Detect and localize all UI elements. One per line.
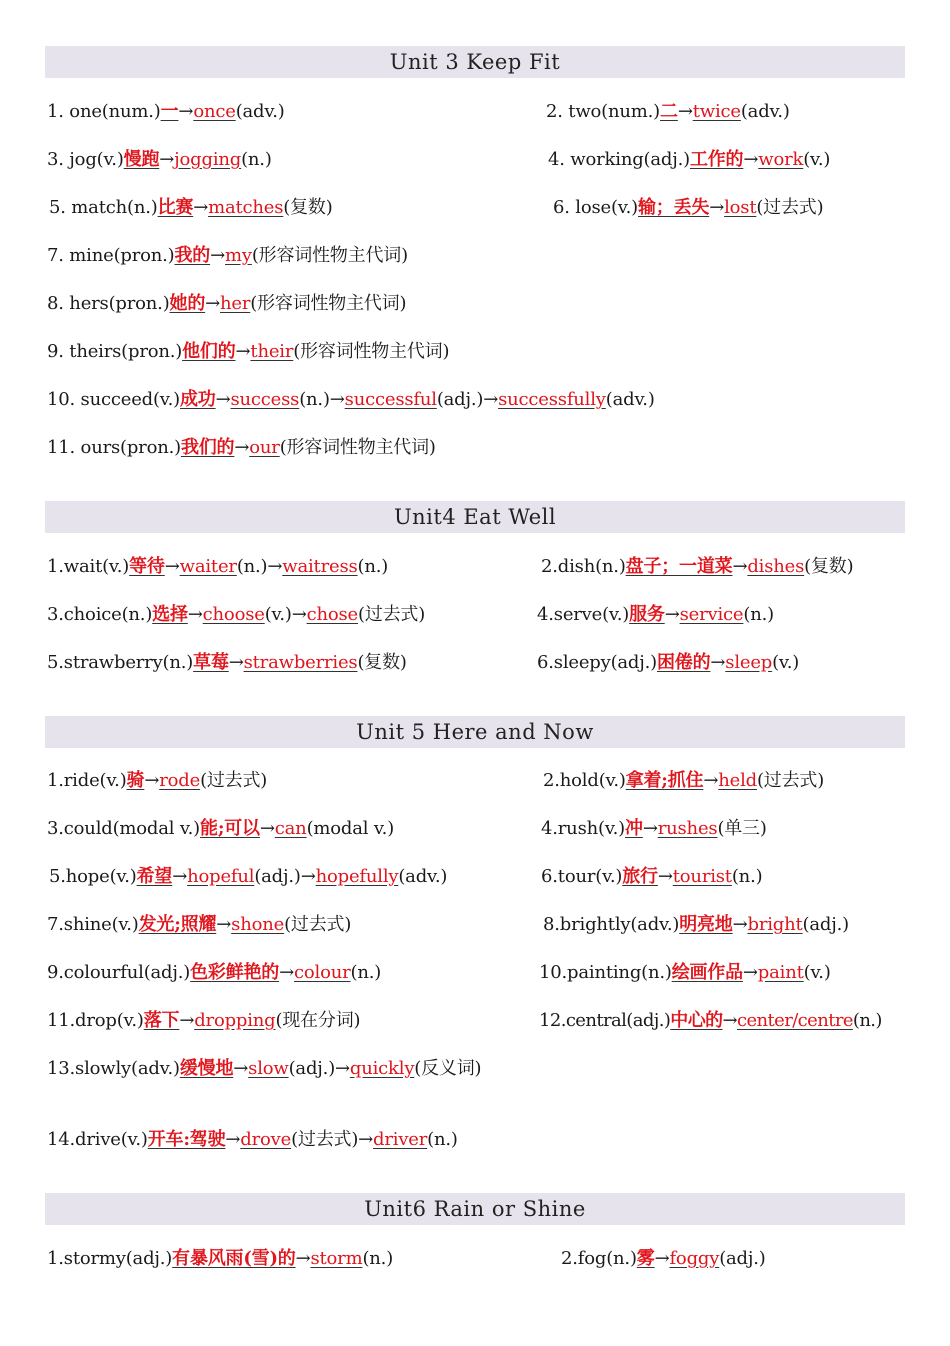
item-word: succeed(v.) — [75, 389, 180, 410]
item-connector: (n.) — [362, 1248, 394, 1269]
item-number: 14. — [47, 1129, 76, 1150]
vocab-item — [543, 767, 824, 795]
vocab-item — [539, 959, 831, 987]
item-answer: 草莓 — [193, 652, 229, 673]
item-number: 8. — [47, 293, 64, 314]
item-answer: 明亮地 — [679, 914, 733, 935]
item-answer: successful — [344, 389, 437, 410]
item-number: 2. — [541, 556, 558, 577]
item-connector: (v.) — [803, 149, 831, 170]
item-connector: (n.) — [350, 962, 382, 983]
vocab-item — [47, 553, 388, 581]
item-answer: foggy — [669, 1248, 720, 1269]
item-connector: → — [743, 149, 759, 170]
item-connector: (adj.) — [719, 1248, 766, 1269]
vocab-item — [541, 553, 853, 581]
item-connector: (adj.)→ — [288, 1058, 350, 1079]
item-connector: → — [193, 197, 209, 218]
vocab-item — [537, 601, 774, 629]
item-connector: (n.) — [427, 1129, 458, 1150]
item-answer: 他们的 — [182, 341, 236, 362]
item-connector: (modal v.) — [306, 818, 395, 839]
item-word: jog(v.) — [63, 149, 124, 170]
item-connector: (形容词性物主代词) — [293, 341, 450, 362]
vocab-item — [47, 242, 408, 270]
item-connector: (n.) — [357, 556, 389, 577]
item-word: match(n.) — [65, 197, 158, 218]
item-connector: (n.)→ — [236, 556, 283, 577]
item-word: one(num.) — [63, 101, 161, 122]
item-answer: our — [249, 437, 280, 458]
item-word: central(adj.) — [565, 1010, 671, 1031]
vocab-item — [561, 1245, 766, 1273]
item-connector: (adj.)→ — [254, 866, 316, 887]
item-number: 9. — [47, 962, 64, 983]
vocab-row — [0, 649, 950, 679]
item-word: tour(v.) — [557, 866, 623, 887]
item-word: slowly(adv.) — [75, 1058, 180, 1079]
item-answer: slow — [248, 1058, 289, 1079]
item-connector: (adv.) — [398, 866, 448, 887]
item-answer: service — [679, 604, 744, 625]
vocab-item — [47, 1126, 458, 1154]
vocab-row — [0, 1055, 950, 1085]
item-connector: (v.)→ — [264, 604, 307, 625]
item-connector: → — [172, 866, 188, 887]
item-number: 5. — [49, 866, 66, 887]
item-answer: waitress — [282, 556, 358, 577]
item-number: 6. — [537, 652, 554, 673]
item-answer: 盘子；一道菜 — [625, 556, 733, 577]
vocab-row — [0, 1245, 950, 1275]
vocab-item — [47, 601, 425, 629]
vocab-row — [0, 242, 950, 272]
item-number: 8. — [543, 914, 560, 935]
vocab-item — [546, 98, 790, 126]
vocab-item — [47, 338, 449, 366]
item-connector: → — [654, 1248, 670, 1269]
item-connector: → — [235, 341, 251, 362]
item-connector: (adj.)→ — [436, 389, 499, 410]
item-answer: 希望 — [136, 866, 173, 887]
item-answer: 二 — [660, 101, 678, 122]
item-answer: 开车:驾驶 — [147, 1129, 226, 1150]
vocab-row — [0, 290, 950, 320]
item-connector: → — [205, 293, 221, 314]
item-answer: storm — [310, 1248, 363, 1269]
item-connector: (复数) — [357, 652, 407, 673]
item-number: 4. — [537, 604, 554, 625]
item-connector: → — [178, 101, 194, 122]
item-connector: → — [225, 1129, 241, 1150]
item-word: shine(v.) — [63, 914, 139, 935]
vocab-item — [47, 1245, 393, 1273]
item-answer: her — [220, 293, 251, 314]
vocab-item — [543, 911, 849, 939]
item-connector: (复数) — [804, 556, 854, 577]
item-number: 1. — [47, 770, 64, 791]
item-connector: (反义词) — [414, 1058, 482, 1079]
item-answer: 有暴风雨(雪)的 — [172, 1248, 296, 1269]
item-word: strawberry(n.) — [63, 652, 194, 673]
vocab-item — [49, 863, 447, 891]
vocab-item — [548, 146, 830, 174]
item-word: rush(v.) — [557, 818, 626, 839]
item-connector: → — [144, 770, 160, 791]
vocab-item — [47, 1055, 481, 1083]
item-answer: paint — [757, 962, 804, 983]
item-answer: colour — [294, 962, 351, 983]
vocab-item — [541, 863, 762, 891]
vocab-item — [47, 1007, 360, 1035]
item-number: 4. — [548, 149, 565, 170]
item-answer: hopeful — [187, 866, 255, 887]
item-connector: (v.) — [803, 962, 831, 983]
vocab-item — [47, 649, 407, 677]
vocab-row — [0, 146, 950, 176]
item-answer: lost — [724, 197, 757, 218]
item-connector: → — [295, 1248, 311, 1269]
item-answer: twice — [692, 101, 741, 122]
item-answer: 她的 — [169, 293, 206, 314]
item-connector: → — [164, 556, 180, 577]
item-word: wait(v.) — [63, 556, 130, 577]
item-answer: center/centre — [736, 1010, 853, 1031]
item-number: 6. — [553, 197, 570, 218]
item-word: working(adj.) — [564, 149, 690, 170]
item-answer: hopefully — [315, 866, 399, 887]
vocab-row — [0, 1007, 950, 1037]
item-connector: (形容词性物主代词) — [250, 293, 407, 314]
vocab-row — [0, 553, 950, 583]
vocab-item — [47, 434, 436, 462]
item-number: 7. — [47, 914, 64, 935]
vocab-row — [0, 1126, 950, 1156]
item-number: 5. — [49, 197, 66, 218]
vocab-item — [47, 98, 285, 126]
item-word: fog(n.) — [577, 1248, 637, 1269]
vocab-item — [537, 649, 799, 677]
item-connector: (n.) — [731, 866, 763, 887]
item-answer: 我们的 — [180, 437, 235, 458]
item-word: painting(n.) — [567, 962, 672, 983]
item-connector: → — [233, 1058, 249, 1079]
item-number: 13. — [47, 1058, 76, 1079]
item-connector: → — [279, 962, 294, 983]
item-answer: 落下 — [143, 1010, 180, 1031]
item-number: 10. — [539, 962, 568, 983]
item-word: theirs(pron.) — [63, 341, 183, 362]
item-word: choice(n.) — [63, 604, 153, 625]
item-answer: 成功 — [179, 389, 216, 410]
item-answer: 色彩鲜艳的 — [190, 962, 280, 983]
vocab-row — [0, 386, 950, 416]
item-connector: (过去式) — [358, 604, 426, 625]
item-answer: 输；丢失 — [638, 197, 710, 218]
item-answer: strawberries — [243, 652, 358, 673]
item-number: 10. — [47, 389, 76, 410]
item-connector: (形容词性物主代词) — [251, 245, 408, 266]
item-connector: → — [722, 1010, 737, 1031]
item-word: hold(v.) — [559, 770, 626, 791]
item-connector: (过去式)→ — [291, 1129, 374, 1150]
section-title-unit3: Unit 3 Keep Fit — [45, 46, 905, 78]
vocab-item — [47, 815, 394, 843]
vocab-item — [553, 194, 823, 222]
section-title-unit4: Unit4 Eat Well — [45, 501, 905, 533]
item-connector: (现在分词) — [275, 1010, 361, 1031]
item-number: 6. — [541, 866, 558, 887]
item-answer: dishes — [747, 556, 805, 577]
item-answer: 旅行 — [622, 866, 658, 887]
item-answer: matches — [208, 197, 284, 218]
item-connector: → — [259, 818, 275, 839]
item-number: 12. — [539, 1010, 566, 1031]
section-title-unit5: Unit 5 Here and Now — [45, 716, 905, 748]
item-number: 5. — [47, 652, 64, 673]
item-answer: shone — [231, 914, 285, 935]
item-answer: dropping — [194, 1010, 276, 1031]
item-word: mine(pron.) — [63, 245, 175, 266]
item-answer: 骑 — [126, 770, 145, 791]
vocab-item — [47, 767, 267, 795]
item-connector: (n.) — [241, 149, 272, 170]
item-answer: 中心的 — [670, 1010, 723, 1031]
item-answer: 一 — [160, 101, 179, 122]
item-connector: → — [179, 1010, 195, 1031]
vocab-row — [0, 434, 950, 464]
item-word: hers(pron.) — [63, 293, 170, 314]
item-connector: (n.)→ — [299, 389, 345, 410]
item-answer: held — [718, 770, 757, 791]
item-word: drive(v.) — [75, 1129, 148, 1150]
item-connector: → — [187, 604, 203, 625]
vocab-item — [541, 815, 767, 843]
item-answer: driver — [373, 1129, 428, 1150]
item-answer: 能;可以 — [200, 818, 260, 839]
item-answer: 比赛 — [157, 197, 194, 218]
item-connector: (形容词性物主代词) — [279, 437, 436, 458]
item-answer: 绘画作品 — [671, 962, 743, 983]
item-connector: → — [742, 962, 758, 983]
item-answer: 等待 — [129, 556, 165, 577]
item-connector: → — [228, 652, 244, 673]
vocab-row — [0, 601, 950, 631]
item-word: sleepy(adj.) — [553, 652, 657, 673]
vocab-item — [47, 146, 272, 174]
vocab-item — [47, 959, 381, 987]
item-answer: 雾 — [636, 1248, 655, 1269]
vocab-item — [47, 386, 655, 414]
vocab-row — [0, 959, 950, 989]
item-number: 1. — [47, 556, 64, 577]
vocab-row — [0, 338, 950, 368]
vocab-item — [539, 1007, 882, 1035]
section-title-unit6: Unit6 Rain or Shine — [45, 1193, 905, 1225]
item-connector: → — [234, 437, 250, 458]
item-answer: waiter — [179, 556, 237, 577]
item-connector: → — [732, 556, 748, 577]
item-word: two(num.) — [562, 101, 661, 122]
item-connector: → — [703, 770, 719, 791]
item-answer: drove — [240, 1129, 292, 1150]
item-answer: rushes — [657, 818, 718, 839]
item-word: serve(v.) — [553, 604, 630, 625]
item-answer: 困倦的 — [656, 652, 711, 673]
item-connector: (adv.) — [740, 101, 790, 122]
item-connector: (n.) — [743, 604, 774, 625]
item-connector: → — [709, 197, 725, 218]
item-word: ride(v.) — [63, 770, 127, 791]
item-connector: (n.) — [852, 1010, 882, 1031]
item-word: could(modal v.) — [63, 818, 201, 839]
item-connector: (v.) — [772, 652, 800, 673]
item-connector: (adj.) — [802, 914, 849, 935]
item-number: 2. — [543, 770, 560, 791]
item-connector: → — [664, 604, 680, 625]
item-answer: work — [758, 149, 804, 170]
item-answer: 选择 — [152, 604, 188, 625]
item-answer: 冲 — [625, 818, 643, 839]
item-answer: 服务 — [629, 604, 665, 625]
item-number: 2. — [546, 101, 563, 122]
item-number: 4. — [541, 818, 558, 839]
item-connector: (adv.) — [605, 389, 655, 410]
item-connector: → — [159, 149, 175, 170]
item-connector: → — [657, 866, 673, 887]
item-connector: (复数) — [283, 197, 333, 218]
item-answer: choose — [202, 604, 265, 625]
item-answer: 拿着;抓住 — [625, 770, 704, 791]
item-answer: 缓慢地 — [179, 1058, 234, 1079]
vocab-row — [0, 767, 950, 797]
item-connector: → — [642, 818, 658, 839]
item-answer: once — [193, 101, 236, 122]
vocab-item — [47, 290, 406, 318]
item-number: 9. — [47, 341, 64, 362]
item-word: lose(v.) — [569, 197, 638, 218]
vocab-row — [0, 815, 950, 845]
item-word: colourful(adj.) — [63, 962, 191, 983]
vocab-row — [0, 194, 950, 224]
item-number: 3. — [47, 818, 64, 839]
item-answer: quickly — [349, 1058, 415, 1079]
vocab-row — [0, 911, 950, 941]
item-answer: can — [274, 818, 307, 839]
item-connector: → — [710, 652, 726, 673]
item-answer: jogging — [174, 149, 242, 170]
item-connector: → — [677, 101, 693, 122]
item-word: brightly(adv.) — [559, 914, 680, 935]
vocab-row — [0, 98, 950, 128]
item-answer: chose — [306, 604, 358, 625]
item-number: 1. — [47, 1248, 64, 1269]
item-answer: success — [230, 389, 300, 410]
item-word: stormy(adj.) — [63, 1248, 173, 1269]
item-number: 3. — [47, 604, 64, 625]
item-connector: (adv.) — [235, 101, 285, 122]
vocab-item — [49, 194, 333, 222]
item-word: ours(pron.) — [75, 437, 181, 458]
item-connector: → — [215, 389, 231, 410]
item-answer: 发光;照耀 — [138, 914, 217, 935]
item-answer: 我的 — [174, 245, 211, 266]
vocab-item — [47, 911, 351, 939]
item-connector: → — [732, 914, 748, 935]
item-answer: bright — [747, 914, 803, 935]
item-connector: (过去式) — [756, 197, 824, 218]
item-connector: (过去式) — [200, 770, 268, 791]
item-connector: (过去式) — [284, 914, 352, 935]
item-answer: sleep — [725, 652, 773, 673]
item-connector: → — [210, 245, 225, 266]
item-answer: tourist — [672, 866, 732, 887]
item-answer: 工作的 — [689, 149, 744, 170]
item-word: hope(v.) — [65, 866, 137, 887]
item-answer: 慢跑 — [123, 149, 160, 170]
item-number: 11. — [47, 1010, 76, 1031]
item-number: 2. — [561, 1248, 578, 1269]
item-number: 11. — [47, 437, 76, 458]
item-connector: (单三) — [717, 818, 767, 839]
item-answer: their — [250, 341, 294, 362]
item-word: drop(v.) — [75, 1010, 144, 1031]
vocab-row — [0, 863, 950, 893]
item-word: dish(n.) — [557, 556, 626, 577]
item-answer: rode — [159, 770, 201, 791]
item-number: 3. — [47, 149, 64, 170]
item-answer: my — [225, 245, 252, 266]
item-number: 7. — [47, 245, 64, 266]
item-answer: successfully — [498, 389, 606, 410]
item-connector: (过去式) — [756, 770, 825, 791]
item-connector: → — [216, 914, 232, 935]
item-number: 1. — [47, 101, 64, 122]
